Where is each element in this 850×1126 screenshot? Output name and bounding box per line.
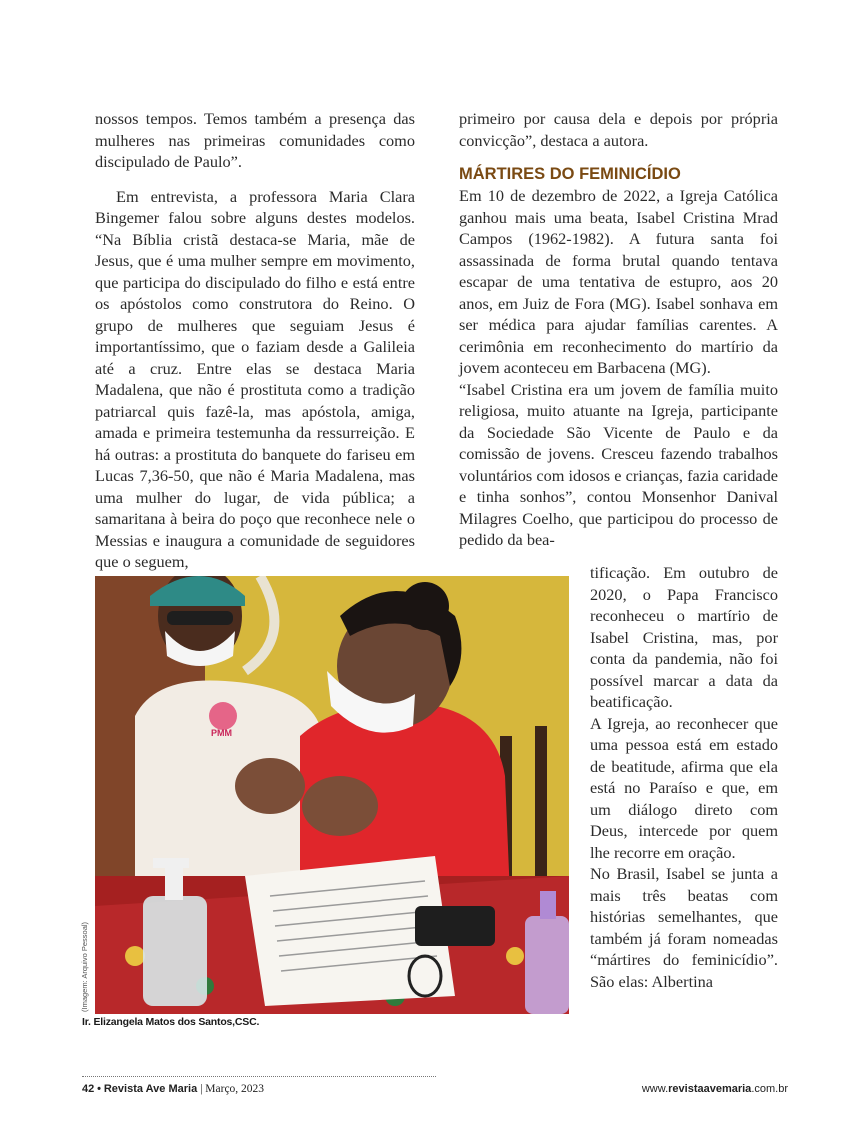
footer-divider: [82, 1076, 436, 1077]
issue-date: Março, 2023: [205, 1083, 265, 1095]
left-column: [95, 108, 415, 573]
url-site: revistaavemaria: [668, 1083, 752, 1095]
section-heading: MÁRTIRES DO FEMINICÍDIO: [459, 165, 681, 183]
url-prefix: www.: [641, 1083, 669, 1095]
left-paragraph-2: Em entrevista, a professora Maria Clara Bingemer falou sobre alguns destes modelos. “Na Bíblia cristã destaca-se Maria, mãe de Jesus, que é uma mulher sempre em movimento, que participa do discipulado do filho e está entre os apóstolos como construtora do Reino. O grupo de mulheres que seguiam Jesus é importantíssimo, que o faziam desde a Galileia até a cruz. Entre elas se destaca Maria Madalena, que não é prostituta como a tradição patriarcal quis fazê-la, mas apóstola, amiga, amada e primeira testemunha da ressurreição. E há outras: a prostituta do banquete do fariseu em Lucas 7,36-50, que não é Maria Madalena, mas uma mulher do lugar, de vida pública; a samaritana à beira do poço que reconhece nele o Messias e inaugura a comunidade de seguidores que o seguem,: [95, 186, 415, 571]
right-paragraph-4: A Igreja, ao reconhecer que uma pessoa está em estado de beatitude, afirma que ela está no Paraíso e que, em um diálogo direto com Deus, intercede por quem lhe recorre em oração.: [590, 713, 778, 862]
url-suffix: .com.br: [751, 1083, 788, 1095]
left-paragraph-1: nossos tempos. Temos também a presença das mulheres nas primeiras comunidades como discipulado de Paulo”.: [95, 109, 415, 171]
right-paragraph-2: Em 10 de dezembro de 2022, a Igreja Católica ganhou mais uma beata, Isabel Cristina Mrad Campos (1962-1982). A futura santa foi assassinada de forma brutal quando tentava escapar de uma tentativa de estupro, aos 20 anos, em Juiz de Fora (MG). Isabel sonhava em ser médica para ajudar famílias carentes. A cerimônia em reconhecimento do martírio da jovem aconteceu em Barbacena (MG).: [459, 186, 778, 377]
right-paragraph-3-continued: tificação. Em outubro de 2020, o Papa Francisco reconheceu o martírio de Isabel Cristina, mas, por conta da pandemia, não foi possível marcar a data da beatificação.: [590, 563, 778, 711]
right-narrow-column: [590, 562, 778, 992]
right-paragraph-1: primeiro por causa dela e depois por própria convicção”, destaca a autora.: [459, 109, 778, 150]
photo-caption: Ir. Elizangela Matos dos Santos,CSC.: [82, 1016, 260, 1028]
right-paragraph-3: “Isabel Cristina era um jovem de família muito religiosa, muito atuante na Igreja, participante da Sociedade São Vicente de Paulo e da comissão de jovens. Cresceu fazendo trabalhos voluntários com idosos e crianças, fazia caridade e tinha sonhos”, contou Monsenhor Danival Milagres Coelho, que participou do processo de pedido da bea-: [459, 379, 778, 549]
photo-credit: (Imagem: Arquivo Pessoal): [80, 921, 89, 1012]
photo-illustration: [95, 576, 569, 1014]
publication-name: Revista Ave Maria: [103, 1083, 198, 1095]
footer-bullet: •: [97, 1083, 101, 1095]
article-photo: [95, 576, 569, 1014]
footer-separator: |: [200, 1083, 203, 1095]
page-number: 42: [82, 1083, 95, 1095]
website-link[interactable]: [642, 1083, 788, 1095]
right-paragraph-5: No Brasil, Isabel se junta a mais três beatas com histórias semelhantes, que também já foram nomeadas “mártires do feminicídio”. São elas: Albertina: [590, 864, 778, 991]
footer-left: [82, 1083, 264, 1095]
shirt-logo: PMM: [211, 728, 232, 738]
right-column: [459, 108, 778, 551]
